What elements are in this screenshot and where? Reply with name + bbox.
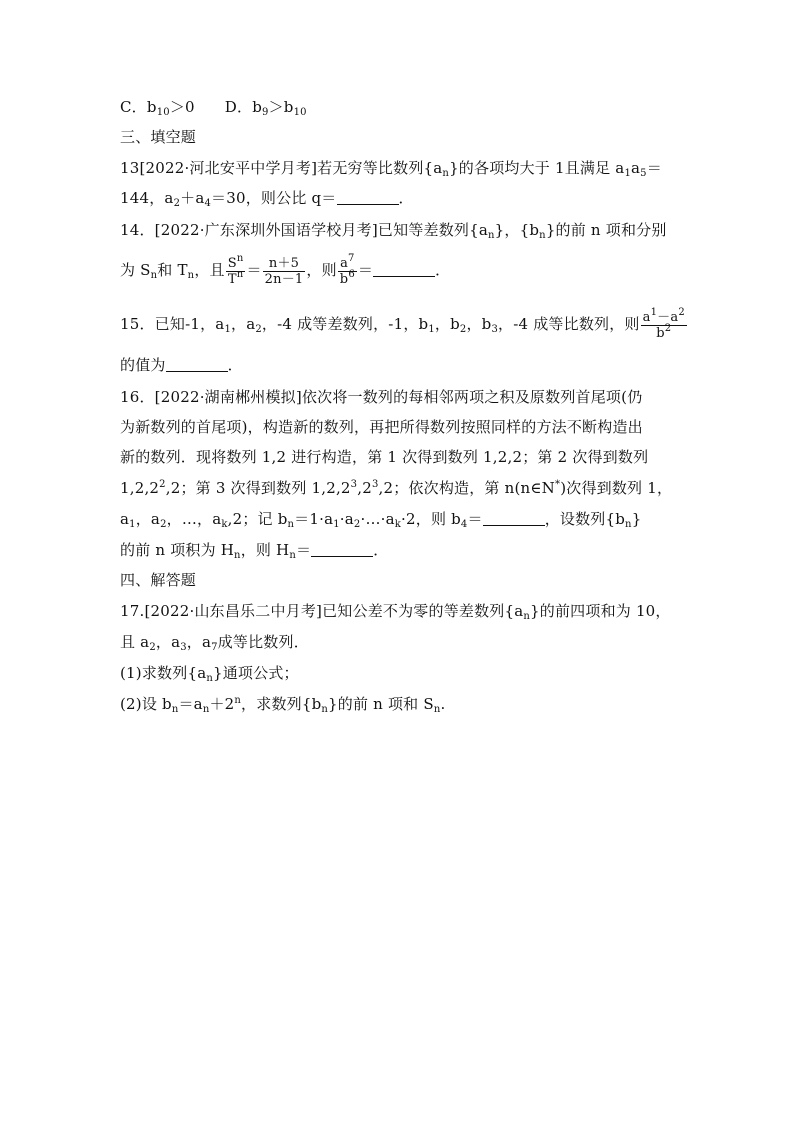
fraction-a7-over-b6: $\frac{a^7}{b^6}$ [339, 252, 355, 287]
question-17-line-2: 且 $a_2$，$a_3$，$a_7$成等比数列． [120, 633, 309, 653]
question-13-line-1: 13[2022·河北安平中学月考]若无穷等比数列$\{a_n\}$的各项均大于 1且满足 $a_1a_5=$ [120, 159, 662, 179]
question-16-line-3: 新的数列．现将数列 1,2 进行构造，第 1 次得到数列 1,2,2；第 2 次得到数列 [120, 448, 649, 466]
answer-blank[interactable] [483, 511, 545, 526]
section-title-fill-blank: 三、填空题 [120, 128, 197, 146]
section-title-answer: 四、解答题 [120, 571, 197, 589]
question-16-line-1: 16．[2022·湖南郴州模拟]依次将一数列的每相邻两项之积及原数列首尾项(仍 [120, 388, 643, 406]
option-c: C．b [120, 98, 157, 116]
options-line: C．$b_{10}>0$ D．$b_9>b_{10}$ [120, 98, 307, 118]
question-15-line-2: 的值为 ． [120, 356, 243, 374]
question-16-line-6: 的前 n 项积为 $H_n$，则 $H_n=$ ． [120, 541, 389, 561]
option-d: D．b [224, 98, 262, 116]
answer-blank[interactable] [337, 190, 399, 205]
question-17-line-1: 17.[2022·山东昌乐二中月考]已知公差不为零的等差数列$\{a_n\}$的前四项和为 10， [120, 602, 671, 622]
question-14-line-1: 14．[2022·广东深圳外国语学校月考]已知等差数列$\{a_n\}$，$\{b_n\}$的前 n 项和分别 [120, 221, 667, 241]
question-13-line-2: 144，$a_2+a_4=30$，则公比 q＝ ． [120, 189, 414, 209]
fraction-a1-minus-a2-over-b2: $\frac{a^1-a^2}{b^2}$ [642, 306, 685, 341]
answer-blank[interactable] [311, 542, 373, 557]
question-16-line-2: 为新数列的首尾项)，构造新的数列，再把所得数列按照同样的方法不断构造出 [120, 418, 643, 436]
answer-blank[interactable] [373, 262, 435, 277]
question-16-line-4: 1,2,2$^2$,2；第 3 次得到数列 $1,2,2^3,2^3,2$；依次构造，第 n(n∈N*)次得到数列 1， [120, 479, 673, 497]
fraction-ratio: $\frac{n+5}{2n-1}$ [264, 255, 304, 287]
answer-blank[interactable] [166, 357, 228, 372]
fraction-sn-over-tn: $\frac{S^n}{T^n}$ [227, 252, 244, 287]
question-17-part-1: (1)求数列$\{a_n\}$通项公式； [120, 664, 299, 684]
question-15-line-1: 15．已知-1，$a_1$，$a_2$，-4 成等差数列，-1，$b_1$，$b_2$，$b_3$，-4 成等比数列，则 $\frac{a^1-a^2}{b^2}$ [120, 306, 685, 341]
question-14-line-2: 为 $S_n$和 $T_n$，且 $\frac{S^n}{T^n}$ ＝ $\frac{n+5}{2n-1}$ ，则 $\frac{a^7}{b^6}$ ＝ ． [120, 252, 451, 287]
question-16-line-5: $a_1$，$a_2$，…，$a_k,2$；记 $b_n=1\cdot a_1\cdot a_2\cdot\dots\cdot a_k\cdot 2$，则 $b_4=$ ，设数列$\{b_n\}$ [120, 510, 642, 530]
question-17-part-2: (2)设 $b_n=a_n+2^n$，求数列$\{b_n\}$的前 n 项和 $S_n$. [120, 695, 446, 715]
